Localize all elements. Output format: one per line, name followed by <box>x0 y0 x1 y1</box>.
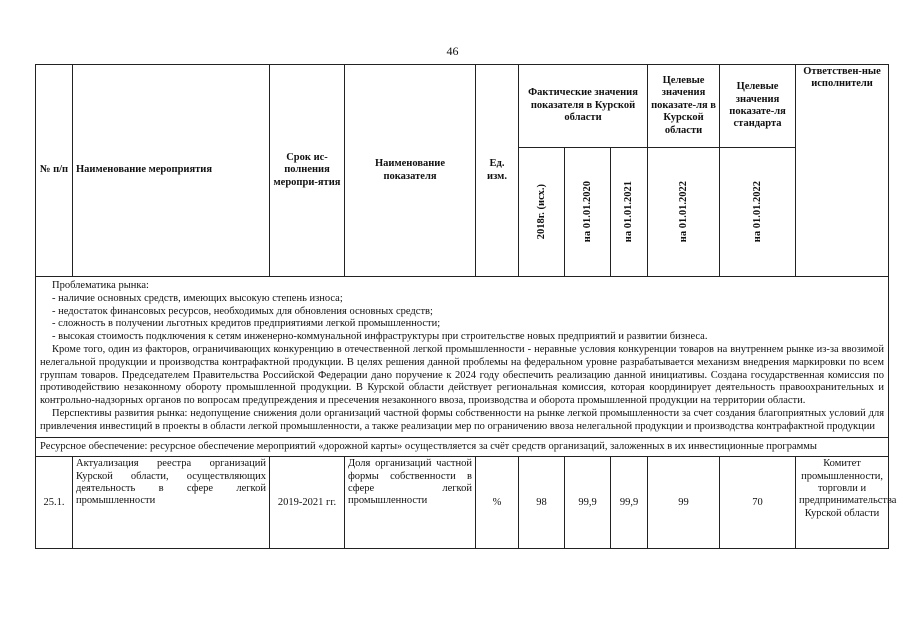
row-unit: % <box>476 457 519 549</box>
resources-row <box>36 437 889 457</box>
header-actual-values: Фактические значения показателя в Курской области <box>519 65 648 148</box>
resources-text: Ресурсное обеспечение: ресурсное обеспечение мероприятий «дорожной карты» осуществляется за счёт средств организаций, заложенных в их инвестиционные программы <box>36 437 889 457</box>
header-target-standard: Целевые значения показате-ля стандарта <box>720 65 796 148</box>
header-responsible: Ответствен-ные исполнители <box>796 65 889 277</box>
problem-item: - высокая стоимость подключения к сетям инженерно-коммунальной инфраструктуры при строительстве новых предприятий и развитии бизнеса. <box>52 331 708 343</box>
subheader-2020: на 01.01.2020 <box>565 148 611 277</box>
row-target-kursk: 99 <box>648 457 720 549</box>
header-event-name: Наименование мероприятия <box>73 65 270 277</box>
problems-title: Проблематика рынка: <box>52 280 149 291</box>
problem-item: - наличие основных средств, имеющих высокую степень износа; <box>52 292 343 304</box>
header-unit: Ед. изм. <box>476 65 519 277</box>
row-event: Актуализация реестра организаций Курской области, осуществляющих деятельность в сфере легкой промышленности <box>73 457 270 549</box>
table-row <box>36 457 889 549</box>
row-value-2018: 98 <box>519 457 565 549</box>
header-row-1 <box>36 65 889 148</box>
subheader-2022-standard: на 01.01.2022 <box>720 148 796 277</box>
subheader-2018: 2018г. (исх.) <box>519 148 565 277</box>
header-num: № п/п <box>36 65 73 277</box>
prospects-paragraph: Перспективы развития рынка: недопущение снижения доли организаций частной формы собственности на рынке легкой промышленности за счет создания благоприятных условий для привлечения инвестиций в проекты в области легкой промышленности, а также реализации мер по ограничению ввоза нелегальной продукции и производства контрафактной продукции <box>40 407 885 432</box>
market-problems-block <box>36 277 889 438</box>
header-indicator-name: Наименование показателя <box>345 65 476 277</box>
row-value-2020: 99,9 <box>565 457 611 549</box>
row-deadline: 2019-2021 гг. <box>270 457 345 549</box>
problem-item: - сложность в получении льготных кредитов предприятиями легкой промышленности; <box>52 318 441 330</box>
header-target-kursk: Целевые значения показате-ля в Курской области <box>648 65 720 148</box>
problems-row <box>36 277 889 438</box>
header-deadline: Срок ис-полнения меропри-ятия <box>270 65 345 277</box>
row-value-2021: 99,9 <box>611 457 648 549</box>
subheader-2021: на 01.01.2021 <box>611 148 648 277</box>
row-indicator: Доля организаций частной формы собственности в сфере легкой промышленности <box>345 457 476 549</box>
competition-paragraph: Кроме того, один из факторов, ограничивающих конкуренцию в отечественной легкой промышленности - неравные условия конкуренции товаров на внутреннем рынке из-за ввозимой нелегальной продукции и производства контрафактной продукции. В целях решения данной проблемы на федеральном уровне разрабатывается механизм внедрения маркировки по всем группам товаров. Председателем Правительства Российской Федерации дано поручение к 2024 году обеспечить реализацию данной инициативы. Создана государственная комиссия по противодействию незаконному обороту промышленной продукции. В Курской области действует региональная комиссия, которая координирует деятельность правоохранительных и контрольно-надзорных органов по вопросам предупреждения и пресечения незаконного ввоза, производства и оборота промышленной продукции на территории области. <box>40 343 885 407</box>
subheader-2022-kursk: на 01.01.2022 <box>648 148 720 277</box>
row-target-standard: 70 <box>720 457 796 549</box>
row-responsible: Комитет промышленности, торговли и предпринимательства Курской области <box>796 457 889 549</box>
problem-item: - недостаток финансовых ресурсов, необходимых для обновления основных средств; <box>52 305 433 317</box>
page-number: 46 <box>446 44 459 58</box>
row-num: 25.1. <box>36 457 73 549</box>
roadmap-table <box>35 64 897 549</box>
